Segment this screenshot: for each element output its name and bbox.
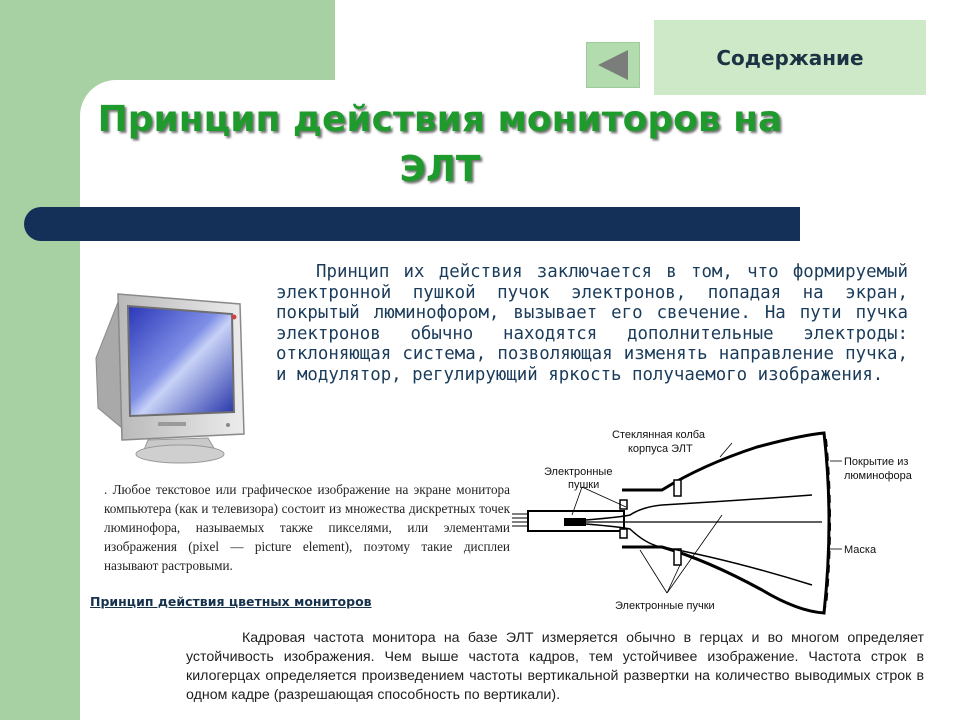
label-mask: Маска [844,544,877,556]
page-title-line2: ЭЛТ [399,149,481,190]
back-button[interactable] [586,42,640,88]
bottom-paragraph: Кадровая частота монитора на базе ЭЛТ измеряется обычно в герцах и во многом определяет устойчивость изображения. Чем выше частота кадров, тем устойчивее изображение. Частота строк в килогерцах определяется произведением частоты вертикальной развертки на количество выводимых строк в одном кадре (разрешающая способность по вертикали). [186,630,924,703]
label-coating-line2: люминофора [844,470,912,482]
label-guns-line2: пушки [568,479,600,491]
label-flask-line1: Стеклянная колба [612,429,705,441]
side-paragraph: . Любое текстовое или графическое изображение на экране монитора компьютера (как и телевизора) состоит из множества дискретных точек люминофора, называемых также пикселями, или элементами изображения (pixel — picture element), поэтому такие дисплеи называют растровыми. [104,482,510,573]
title-underline-bar [24,207,800,241]
electron-gun [564,518,586,526]
page-title [80,95,800,195]
color-monitors-link[interactable]: Принцип действия цветных мониторов [90,594,372,609]
crt-monitor-image [88,288,258,466]
crt-diagram [512,425,932,625]
label-flask-line2: корпуса ЭЛТ [628,443,693,455]
label-beams: Электронные пучки [615,600,715,612]
triangle-left-icon [598,50,628,80]
background-green-left [0,0,80,720]
glass-flask-outline [622,433,829,613]
contents-button[interactable] [654,20,926,95]
contents-label: Содержание [716,45,864,70]
label-coating-line1: Покрытие из [844,456,909,468]
label-guns-line1: Электронные [544,466,613,478]
main-paragraph: Принцип их действия заключается в том, что формируемый электронной пушкой пучок электронов, попадая на экран, покрытый люминофором, вызывает его свечение. На пути пучка электронов обычно находятся дополнительные электроды: отклоняющая система, позволяющая изменять направление пучка, и модулятор, регулирующий яркость получаемого изображения. [276,262,908,385]
page-title-line1: Принцип действия мониторов на [97,99,783,140]
